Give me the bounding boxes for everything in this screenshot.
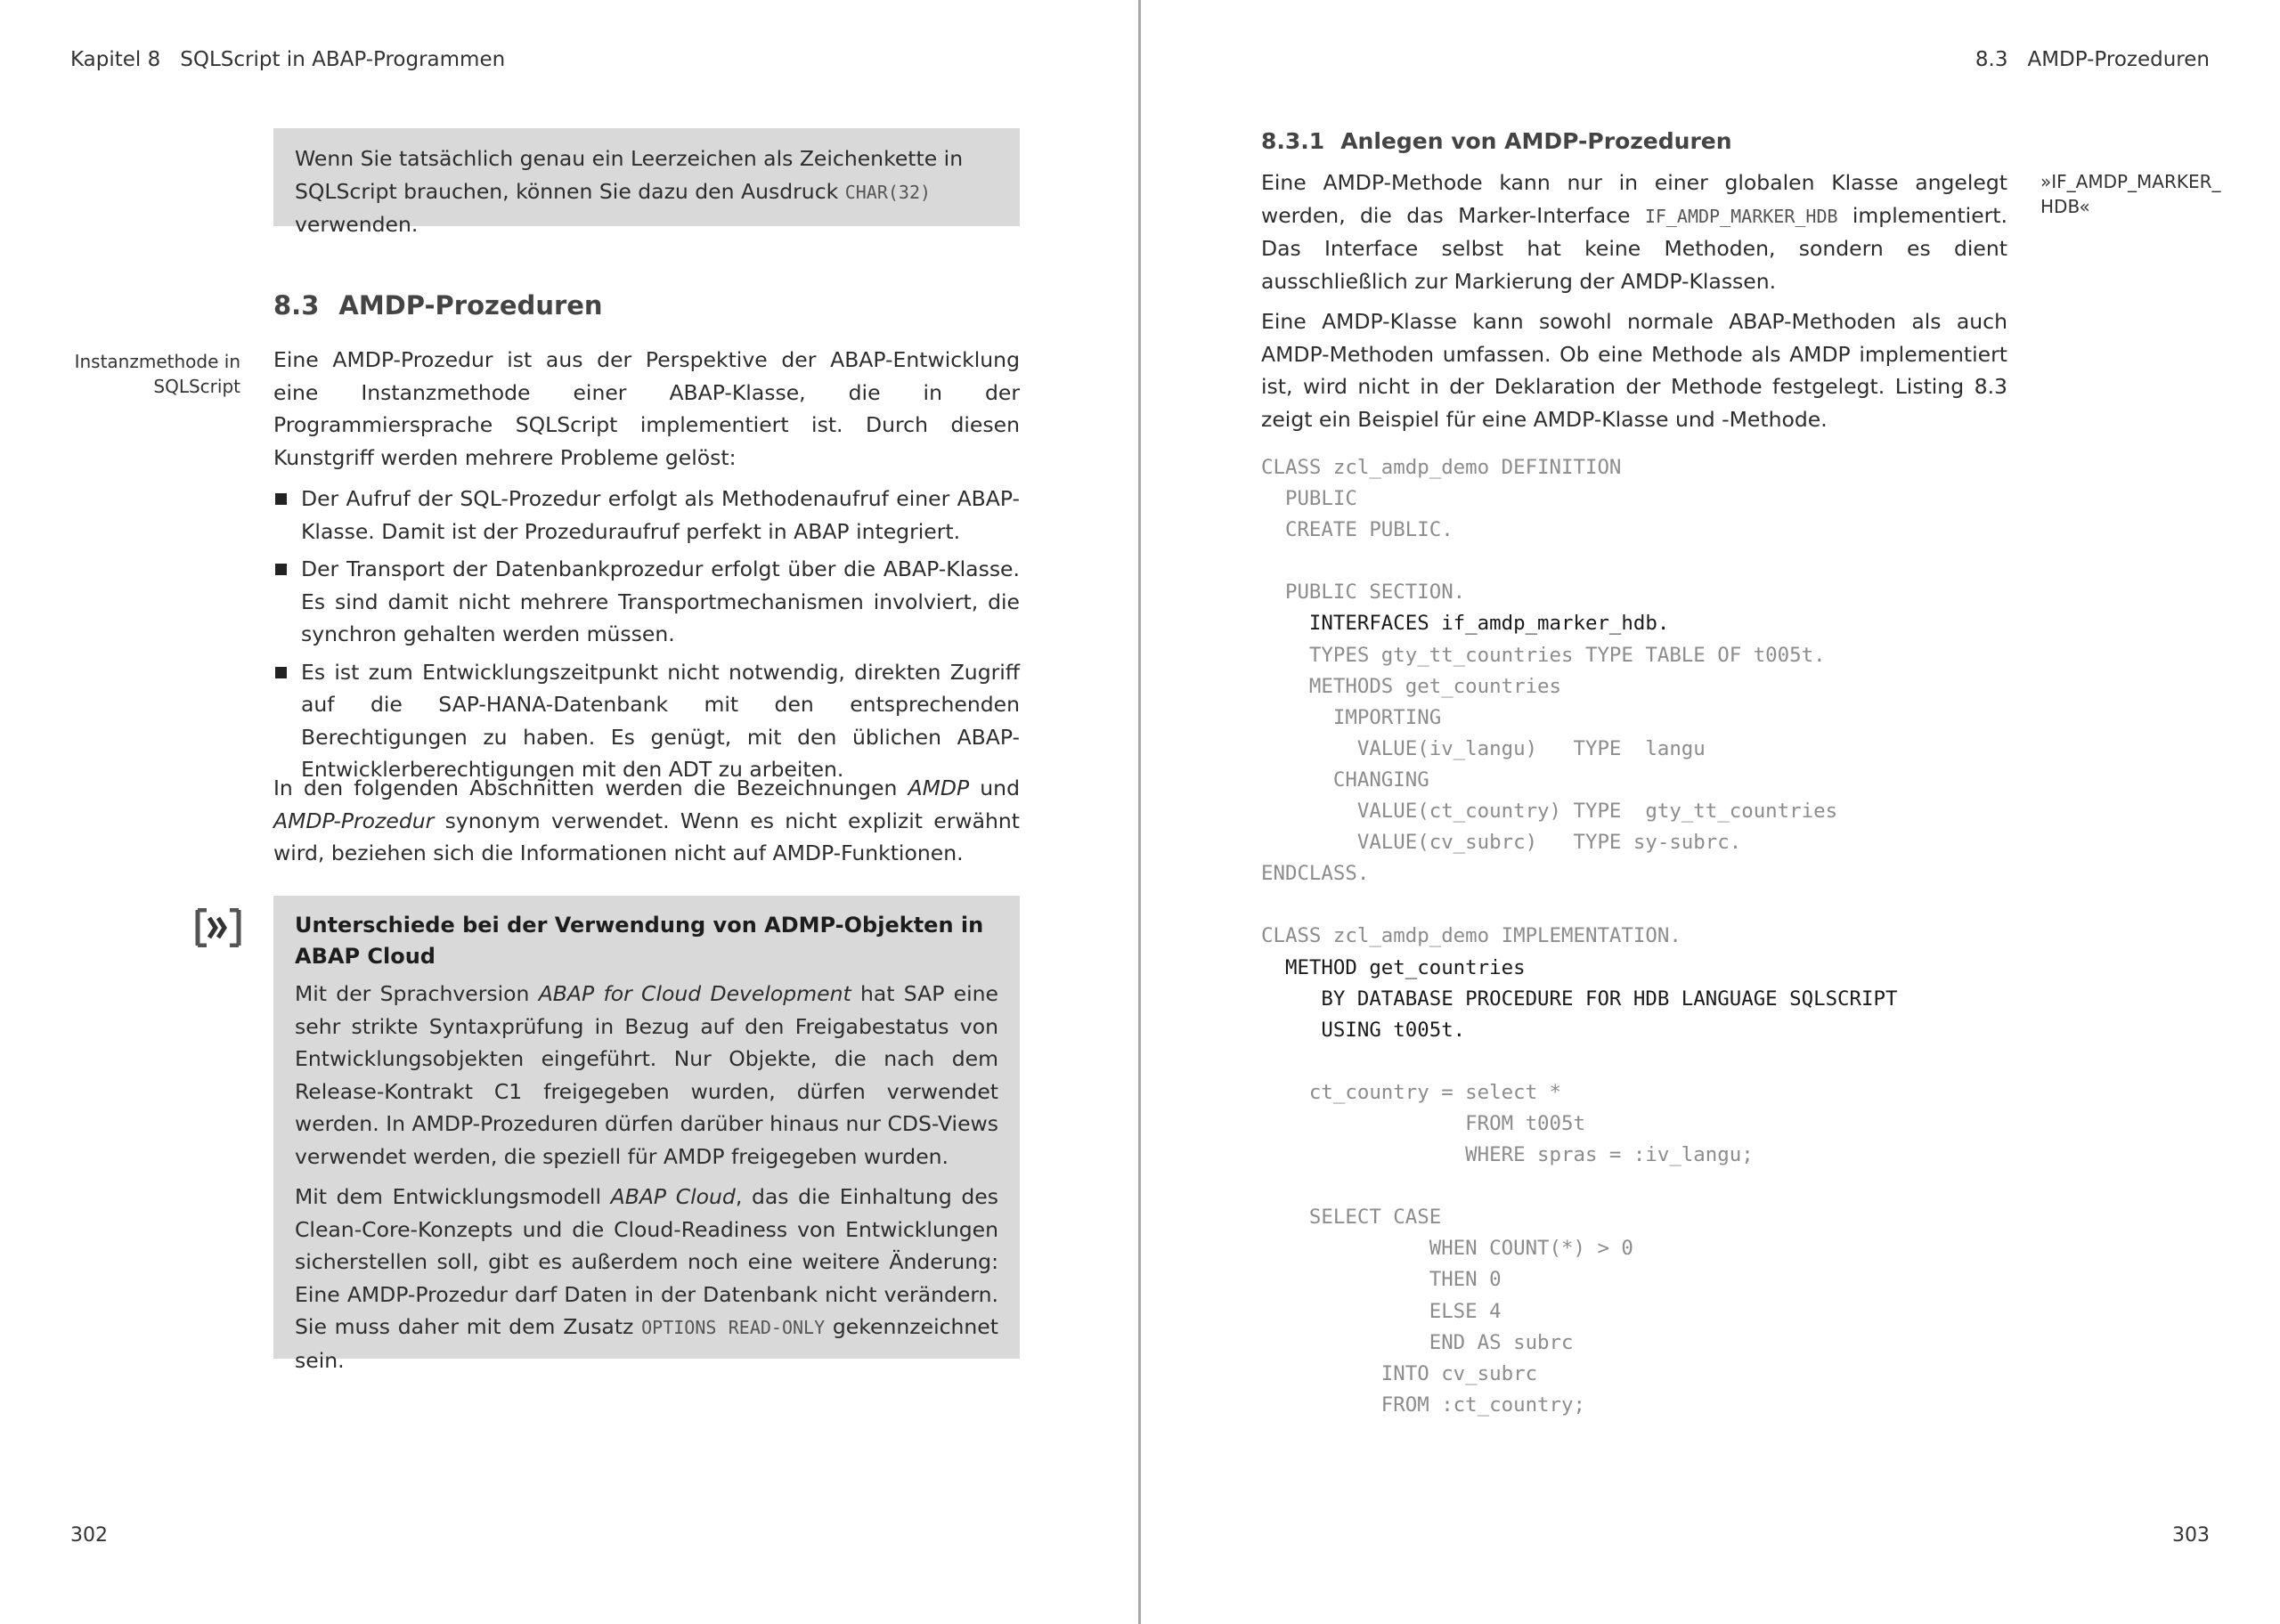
subsection-body xyxy=(1261,166,2007,435)
code-line: SELECT CASE xyxy=(1261,1206,1442,1230)
code-line: INTO cv_subrc xyxy=(1261,1361,1538,1385)
code-line: CHANGING xyxy=(1261,767,1429,792)
code-line: CREATE PUBLIC. xyxy=(1261,518,1454,542)
terminology-paragraph xyxy=(273,772,1020,870)
callout-paragraph-2 xyxy=(295,1181,998,1376)
note-text-part: Wenn Sie tatsächlich genau ein Leerzeichen als Zeichenkette in SQLScript brauchen, können Sie dazu den Ausdruck xyxy=(295,146,964,204)
text-part: , das die Einhaltung des Clean-Core-Konzepts und die Cloud-Readiness von Entwicklungen sicherstellen soll, gibt es außerdem noch eine weitere Änderung: Eine AMDP-Prozedur darf Daten in der Datenbank nicht verändern. Sie muss daher mit dem Zusatz xyxy=(295,1184,998,1339)
section-title: AMDP-Prozeduren xyxy=(338,290,603,321)
section-number: 8.3 xyxy=(1975,48,2008,71)
code-line: FROM :ct_country; xyxy=(1261,1393,1585,1417)
note-box xyxy=(273,128,1020,237)
code-line: ct_country = select * xyxy=(1261,1080,1562,1104)
page-number-left: 302 xyxy=(70,1524,108,1547)
term-abap-cloud-dev: ABAP for Cloud Development xyxy=(538,981,851,1006)
code-line: THEN 0 xyxy=(1261,1268,1502,1292)
term-amdp: AMDP xyxy=(908,775,970,800)
code-line: WHEN COUNT(*) > 0 xyxy=(1261,1237,1633,1261)
term-abap-cloud: ABAP Cloud xyxy=(610,1184,736,1209)
left-page xyxy=(0,0,1138,1624)
subsection-heading xyxy=(1261,128,1732,154)
inline-code-options-readonly: OPTIONS READ-ONLY xyxy=(641,1317,826,1338)
intro-paragraph: Eine AMDP-Prozedur ist aus der Perspektive der ABAP-Entwicklung eine Instanzmethode einer ABAP-Klasse, die in der Programmiersprache SQLScript implementiert ist. Durch diesen Kunstgriff werden mehrere Probleme gelöst: xyxy=(273,347,1020,470)
code-line xyxy=(1261,889,1897,921)
text-part: Eine AMDP-Methode kann nur in einer globalen Klasse angelegt werden, die das Marker-Interface xyxy=(1261,170,2007,228)
code-line: METHOD get_countries xyxy=(1261,955,1526,979)
text-part: synonym verwendet. Wenn es nicht explizit erwähnt wird, beziehen sich die Informationen nicht auf AMDP-Funktionen. xyxy=(273,808,1020,865)
chapter-title: SQLScript in ABAP-Programmen xyxy=(180,48,506,71)
callout-paragraph-1 xyxy=(295,978,998,1173)
code-line: USING t005t. xyxy=(1261,1018,1466,1042)
margin-note-left: Instanzmethode in SQLScript xyxy=(74,351,240,397)
info-bracket-icon xyxy=(194,908,242,947)
inline-code-char32: CHAR(32) xyxy=(844,181,932,203)
code-line: VALUE(cv_subrc) TYPE sy-subrc. xyxy=(1261,831,1742,855)
subsection-title: Anlegen von AMDP-Prozeduren xyxy=(1340,128,1732,154)
code-line xyxy=(1261,546,1897,577)
amdp-class-paragraph: Eine AMDP-Klasse kann sowohl normale ABAP-Methoden als auch AMDP-Methoden umfassen. Ob eine Methode als AMDP implementiert ist, wird nicht in der Deklaration der Methode festgelegt. Listing 8.3 zeigt ein Beispiel für eine AMDP-Klasse und -Methode. xyxy=(1261,309,2007,432)
chapter-label: Kapitel 8 xyxy=(70,48,161,71)
code-line: INTERFACES if_amdp_marker_hdb. xyxy=(1261,612,1670,636)
list-item: Der Transport der Datenbankprozedur erfolgt über die ABAP-Klasse. Es sind damit nicht mehrere Transportmechanismen involviert, die synchron gehalten werden müssen. xyxy=(273,553,1020,651)
code-line: BY DATABASE PROCEDURE FOR HDB LANGUAGE SQLSCRIPT xyxy=(1261,987,1898,1011)
code-line: VALUE(ct_country) TYPE gty_tt_countries xyxy=(1261,800,1838,824)
section-title: AMDP-Prozeduren xyxy=(2027,48,2210,71)
section-heading xyxy=(273,290,603,321)
running-head-right xyxy=(1975,48,2210,71)
text-part: hat SAP eine sehr strikte Syntaxprüfung in Bezug auf den Freigabestatus von Entwicklungsobjekten eingeführt. Nur Objekte, die nach dem Release-Kontrakt C1 freigegeben wurden, dürfen verwendet werden. In AMDP-Prozeduren dürfen darüber hinaus nur CDS-Views verwendet werden, die speziell für AMDP freigegeben wurden. xyxy=(295,981,999,1169)
code-line: VALUE(iv_langu) TYPE langu xyxy=(1261,736,1706,760)
code-line: TYPES gty_tt_countries TYPE TABLE OF t005t. xyxy=(1261,643,1826,667)
inline-code-marker-interface: IF_AMDP_MARKER_HDB xyxy=(1644,205,1838,227)
section-body xyxy=(273,344,1020,786)
text-part: Mit dem Entwicklungsmodell xyxy=(295,1184,611,1209)
note-text-part: verwenden. xyxy=(295,212,419,237)
page-number-right: 303 xyxy=(2172,1524,2210,1547)
after-list-block xyxy=(273,772,1020,870)
marker-interface-paragraph xyxy=(1261,166,2007,297)
code-line xyxy=(1261,1171,1897,1202)
text-part: implementiert. Das Interface selbst hat keine Methoden, sondern es dient ausschließlich zur Markierung der AMDP-Klassen. xyxy=(1261,202,2007,294)
callout-title: Unterschiede bei der Verwendung von ADMP-Objekten in ABAP Cloud xyxy=(295,913,984,969)
text-part: In den folgenden Abschnitten werden die Bezeichnungen xyxy=(273,775,908,800)
text-part: gekennzeichnet sein. xyxy=(295,1314,998,1373)
text-part: und xyxy=(969,775,1020,800)
subsection-number: 8.3.1 xyxy=(1261,128,1325,154)
margin-note-right: »IF_AMDP_MARKER_ HDB« xyxy=(2040,171,2221,217)
section-number: 8.3 xyxy=(273,290,320,321)
term-amdp-prozedur: AMDP-Prozedur xyxy=(273,808,435,833)
code-line: PUBLIC xyxy=(1261,487,1357,511)
code-line: FROM t005t xyxy=(1261,1111,1585,1135)
text-part: Mit der Sprachversion xyxy=(295,981,539,1006)
code-line: WHERE spras = :iv_langu; xyxy=(1261,1143,1754,1167)
code-line: PUBLIC SECTION. xyxy=(1261,581,1466,605)
code-line: CLASS zcl_amdp_demo DEFINITION xyxy=(1261,456,1622,479)
code-line: ENDCLASS. xyxy=(1261,862,1370,886)
code-line xyxy=(1261,1046,1897,1077)
note-text xyxy=(295,142,998,241)
code-line: METHODS get_countries xyxy=(1261,674,1562,698)
bullet-list xyxy=(273,483,1020,786)
running-head-left xyxy=(70,48,505,71)
code-listing xyxy=(1261,452,1897,1421)
list-item: Es ist zum Entwicklungszeitpunkt nicht notwendig, direkten Zugriff auf die SAP-HANA-Datenbank mit den entsprechenden Berechtigungen zu haben. Es genügt, mit den üblichen ABAP-Entwicklerberechtigungen mit den ADT zu arbeiten. xyxy=(273,656,1020,786)
code-line: CLASS zcl_amdp_demo IMPLEMENTATION. xyxy=(1261,924,1682,948)
code-line: END AS subrc xyxy=(1261,1330,1574,1354)
list-item: Der Aufruf der SQL-Prozedur erfolgt als Methodenaufruf einer ABAP-Klasse. Damit ist der Prozeduraufruf perfekt in ABAP integriert. xyxy=(273,483,1020,548)
code-line: ELSE 4 xyxy=(1261,1299,1502,1323)
code-line: IMPORTING xyxy=(1261,705,1442,729)
callout-box xyxy=(273,896,1020,1373)
